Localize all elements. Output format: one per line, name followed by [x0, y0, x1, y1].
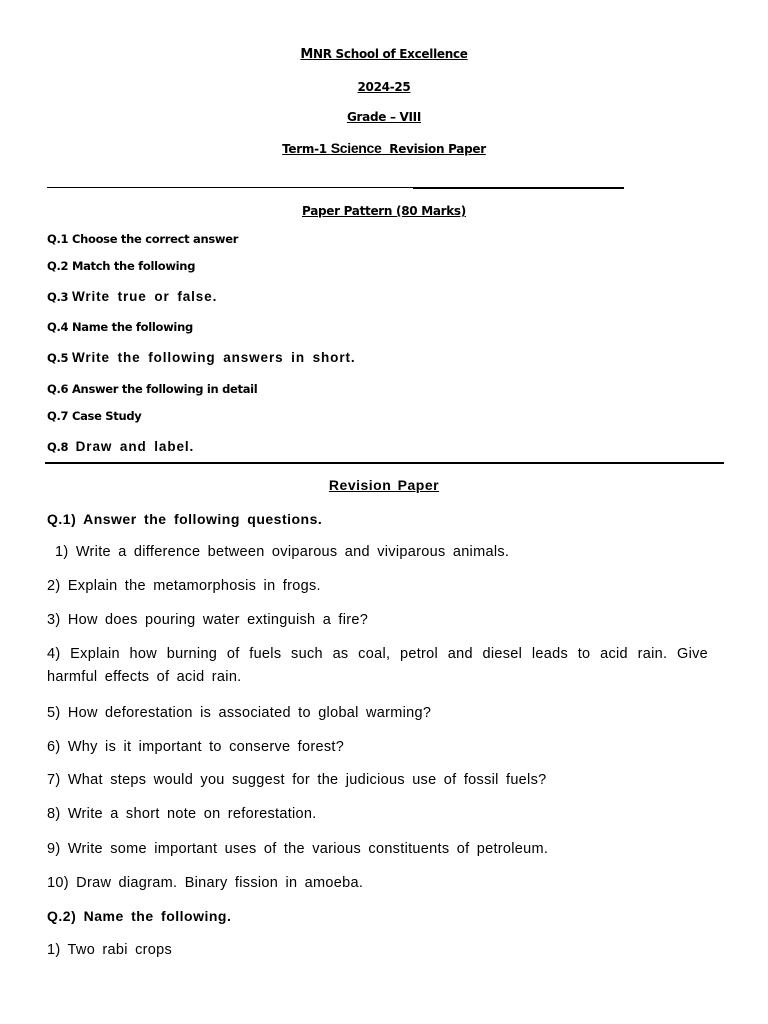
pattern-item-text: Case Study [71, 409, 142, 423]
pattern-item-number: Q.3 [47, 290, 72, 304]
grade-label: Grade – VIII [346, 110, 422, 124]
question-item: 3) How does pouring water extinguish a fire? [47, 612, 369, 628]
pattern-item-number: Q.4 [47, 320, 72, 334]
question-item: 10) Draw diagram. Binary fission in amoeba. [47, 875, 364, 891]
pattern-item-number: Q.2 [47, 259, 72, 273]
question-item: 1) Write a difference between oviparous and viviparous animals. [55, 544, 510, 560]
question-item: 4) Explain how burning of fuels such as coal, petrol and diesel leads to acid rain. Give harmful effects of acid rain. [47, 646, 708, 685]
pattern-item-text: Choose the correct answer [71, 232, 239, 246]
school-name [0, 47, 768, 62]
question-item: 5) How deforestation is associated to global warming? [47, 705, 432, 721]
term-label: Term-1 [282, 142, 331, 156]
school-name-initial: M [300, 47, 313, 62]
pattern-item-number: Q.1 [47, 232, 72, 246]
pattern-item-text: Match the following [71, 259, 196, 273]
pattern-item-number: Q.7 [47, 409, 72, 423]
pattern-item [47, 259, 195, 273]
pattern-item-text: Draw and label. [75, 439, 195, 454]
question-item: 2) Explain the metamorphosis in frogs. [47, 578, 321, 594]
pattern-item [47, 439, 194, 454]
section-heading-q2: Q.2) Name the following. [47, 908, 232, 924]
revision-label: Revision Paper [381, 142, 486, 156]
paper-pattern-title: Paper Pattern (80 Marks) [302, 204, 466, 218]
pattern-item-text: Answer the following in detail [71, 382, 258, 396]
question-item: 6) Why is it important to conserve forest? [47, 739, 345, 755]
header-divider-thin [47, 187, 413, 188]
pattern-item-number: Q.6 [47, 382, 72, 396]
pattern-item [47, 409, 142, 423]
question-item: 8) Write a short note on reforestation. [47, 806, 317, 822]
subject-label: Science [330, 140, 382, 156]
pattern-item-number: Q.8 [47, 440, 76, 454]
revision-paper-title: Revision Paper [328, 477, 440, 493]
pattern-item-text: Write the following answers in short. [71, 350, 356, 365]
pattern-item-text: Name the following [71, 320, 193, 334]
pattern-item [47, 320, 193, 334]
pattern-item [47, 350, 356, 365]
pattern-item [47, 382, 257, 396]
paper-title [0, 140, 768, 156]
section-divider [45, 462, 724, 464]
question-item: 1) Two rabi crops [47, 942, 173, 958]
school-name-rest: NR School of Excellence [313, 47, 468, 61]
section-heading-q1: Q.1) Answer the following questions. [47, 511, 323, 527]
question-item: 7) What steps would you suggest for the judicious use of fossil fuels? [47, 772, 547, 788]
question-item: 9) Write some important uses of the various constituents of petroleum. [47, 841, 549, 857]
academic-year: 2024-25 [357, 80, 411, 94]
pattern-item-text: Write true or false. [71, 289, 218, 304]
pattern-item-number: Q.5 [47, 351, 72, 365]
pattern-item [47, 289, 217, 304]
header-divider-thick [413, 187, 624, 189]
pattern-item [47, 232, 238, 246]
